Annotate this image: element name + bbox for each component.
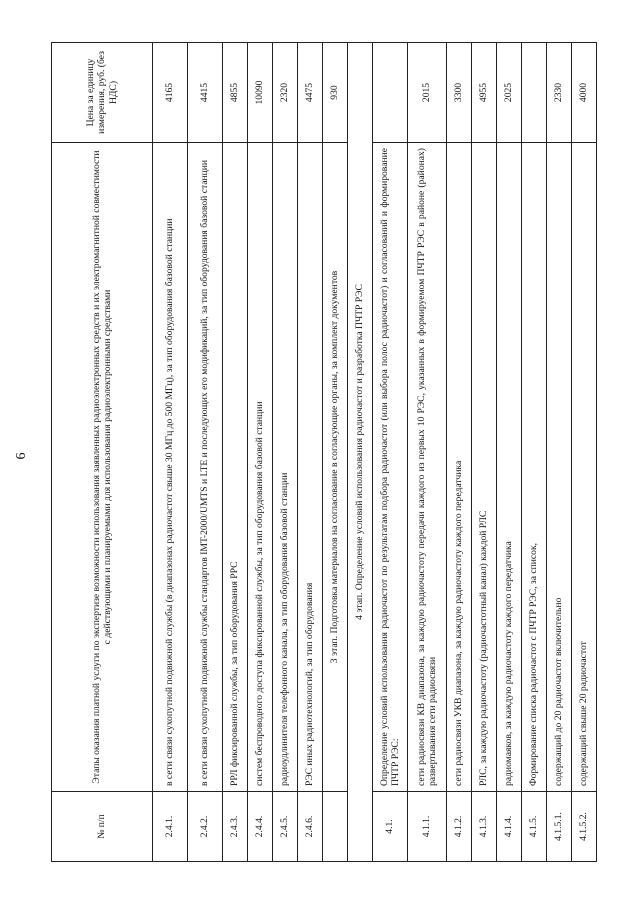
table-row <box>472 43 497 862</box>
row-num <box>323 792 348 862</box>
row-price: 2015 <box>408 43 447 143</box>
row-num: 4.1. <box>373 792 408 862</box>
table-row <box>547 43 572 862</box>
row-num: 2.4.6. <box>298 792 323 862</box>
row-description: в сети связи сухопутной подвижной службы (в диапазонах радиочастот свыше 30 МГц до 500 МГц), за тип оборудования базовой станции <box>153 143 188 792</box>
row-num: 4.1.2. <box>447 792 472 862</box>
row-description: РЛС, за каждую радиочастоту (радиочастотный канал) каждой РЛС <box>472 143 497 792</box>
row-price: 2330 <box>547 43 572 143</box>
row-description: Определение условий использования радиочастот по результатам подбора радиочастот (или выбора полос радиочастот) и согласований и формирование ПЧТР РЭС: <box>373 143 408 792</box>
row-price: 3300 <box>447 43 472 143</box>
row-num: 4.1.3. <box>472 792 497 862</box>
row-price: 930 <box>323 43 348 143</box>
row-description: систем беспроводного доступа фиксированной службы, за тип оборудования базовой станции <box>248 143 273 792</box>
table-row <box>188 43 223 862</box>
row-num: 2.4.2. <box>188 792 223 862</box>
row-description: Формирование списка радиочастот с ПЧТР РЭС, за список, <box>522 143 547 792</box>
table-row <box>522 43 547 862</box>
row-description: содержащий свыше 20 радиочастот <box>572 143 597 792</box>
row-description: содержащий до 20 радиочастот включительно <box>547 143 572 792</box>
row-description: РЭС иных радиотехнологий, за тип оборудования <box>298 143 323 792</box>
row-num: 2.4.5. <box>273 792 298 862</box>
stage-3-row <box>323 43 348 862</box>
row-num: 4.1.5.1. <box>547 792 572 862</box>
header-price: Цена за единицу измерения, руб. (без НДС) <box>52 43 153 143</box>
table-row <box>273 43 298 862</box>
stage-4-heading-row <box>348 43 373 862</box>
row-num: 2.4.1. <box>153 792 188 862</box>
header-description: Этапы оказания платной услуги по экспертизе возможности использования заявленных радиоэлектронных средств и их электромагнитной совместимости с действующими и планируемыми для использования радиоэлектронными средствами <box>52 143 153 792</box>
row-num: 4.1.5. <box>522 792 547 862</box>
row-num: 4.1.4. <box>497 792 522 862</box>
table-row <box>153 43 188 862</box>
row-price: 10090 <box>248 43 273 143</box>
row-price <box>522 43 547 143</box>
row-num: 2.4.4. <box>248 792 273 862</box>
table-row <box>447 43 472 862</box>
table-row <box>408 43 447 862</box>
stage-heading: 4 этап. Определение условий использования радиочастот и разработка ПЧТР РЭС <box>348 43 373 862</box>
price-table <box>51 42 597 862</box>
row-num: 4.1.5.2. <box>572 792 597 862</box>
row-price: 4955 <box>472 43 497 143</box>
row-description: сети радиосвязи УКВ диапазона, за каждую радиочастоту каждого передатчика <box>447 143 472 792</box>
page-number: 6 <box>14 452 29 460</box>
row-description: РРЛ фиксированной службы, за тип оборудования РРС <box>223 143 248 792</box>
header-num: № п/п <box>52 792 153 862</box>
row-num: 2.4.3. <box>223 792 248 862</box>
table-row <box>572 43 597 862</box>
table-row <box>497 43 522 862</box>
row-num: 4.1.1. <box>408 792 447 862</box>
row-description: 3 этап. Подготовка материалов на согласование в согласующие органы, за комплект документов <box>323 143 348 792</box>
row-price: 4855 <box>223 43 248 143</box>
table-header-row <box>52 43 153 862</box>
row-price: 4165 <box>153 43 188 143</box>
row-price: 2025 <box>497 43 522 143</box>
row-price: 4415 <box>188 43 223 143</box>
row-price <box>373 43 408 143</box>
row-description: сети радиосвязи КВ диапазона, за каждую радиочастоту передачи каждого из первых 10 РЭС, указанных в формируемом ПЧТР РЭС в районе (районах) развертывания сети радиосвязи <box>408 143 447 792</box>
row-description: в сети связи сухопутной подвижной службы стандартов IMT-2000/UMTS и LTE и последующих его модификаций, за тип оборудования базовой станции <box>188 143 223 792</box>
row-price: 4475 <box>298 43 323 143</box>
row-description: радиоудлинителя телефонного канала, за тип оборудования базовой станции <box>273 143 298 792</box>
table-row <box>248 43 273 862</box>
row-price: 4000 <box>572 43 597 143</box>
row-description: радиомаяков, за каждую радиочастоту каждого передатчика <box>497 143 522 792</box>
table-row <box>298 43 323 862</box>
rotated-page-content <box>51 42 591 862</box>
table-row <box>223 43 248 862</box>
row-price: 2320 <box>273 43 298 143</box>
table-row <box>373 43 408 862</box>
